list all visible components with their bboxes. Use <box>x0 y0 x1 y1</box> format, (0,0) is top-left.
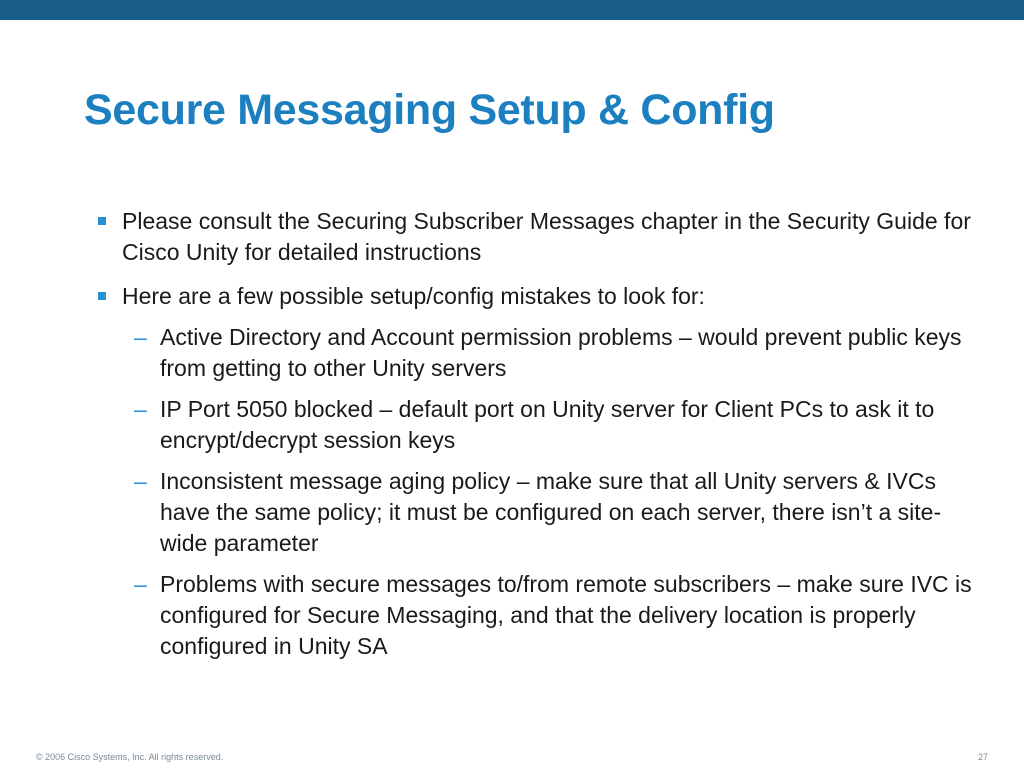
copyright-notice: © 2006 Cisco Systems, Inc. All rights reserved. <box>36 752 224 762</box>
sub-bullet-text: Problems with secure messages to/from remote subscribers – make sure IVC is configured for Secure Messaging, and that the delivery location is properly configured in Unity SA <box>160 571 972 659</box>
sub-bullet-text: IP Port 5050 blocked – default port on Unity server for Client PCs to ask it to encrypt/decrypt session keys <box>160 396 935 453</box>
sub-bullet-item <box>122 569 978 662</box>
dash-bullet-icon: – <box>134 396 147 422</box>
square-bullet-icon <box>98 217 106 225</box>
sub-bullet-item <box>122 394 978 456</box>
dash-bullet-icon: – <box>134 571 147 597</box>
sub-bullet-text: Inconsistent message aging policy – make sure that all Unity servers & IVCs have the same policy; it must be configured on each server, there isn’t a site-wide parameter <box>160 468 942 556</box>
square-bullet-icon <box>98 292 106 300</box>
dash-bullet-icon: – <box>134 324 147 350</box>
bullet-text: Here are a few possible setup/config mistakes to look for: <box>122 283 705 309</box>
sub-bullet-item <box>122 466 978 559</box>
bullet-item <box>98 206 978 268</box>
page-number: 27 <box>977 752 988 762</box>
slide-title: Secure Messaging Setup & Config <box>84 86 775 134</box>
sub-bullet-item <box>122 322 978 384</box>
bullet-list <box>98 206 978 675</box>
top-bar <box>0 0 1024 20</box>
sub-bullet-text: Active Directory and Account permission problems – would prevent public keys from getting to other Unity servers <box>160 324 962 381</box>
sub-bullet-list <box>122 322 978 662</box>
bullet-item <box>98 281 978 662</box>
dash-bullet-icon: – <box>134 468 147 494</box>
bullet-text: Please consult the Securing Subscriber Messages chapter in the Security Guide for Cisco Unity for detailed instructions <box>122 208 971 265</box>
